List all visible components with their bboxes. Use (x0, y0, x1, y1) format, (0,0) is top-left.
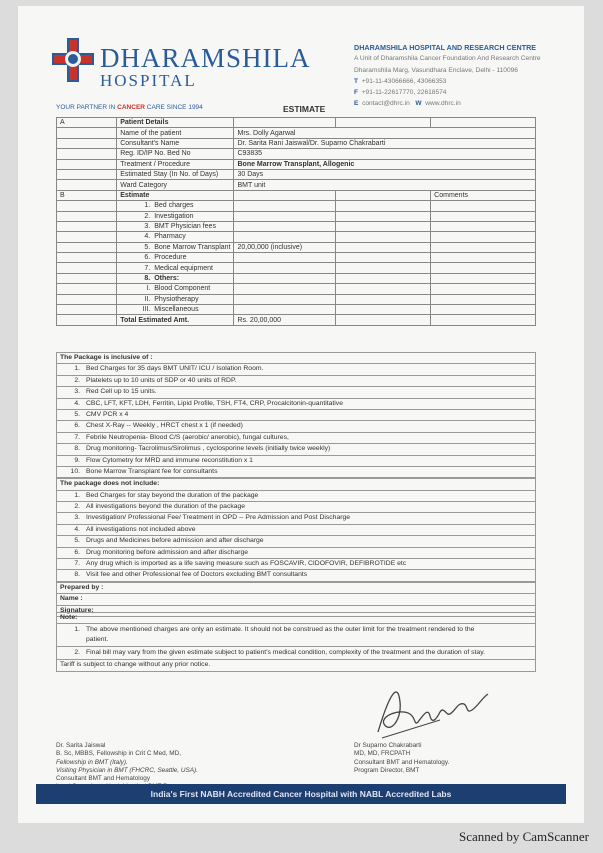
patient-label: Name of the patient (117, 128, 234, 138)
phone-line (354, 76, 541, 87)
phone: +91-11-43066666, 43066353 (361, 77, 447, 85)
doctor-signature-icon (370, 672, 500, 742)
table-row: 1. Bed charges (57, 201, 536, 211)
list-item: 8. Visit fee and other Professional fee of Doctors excluding BMT consultants (56, 570, 536, 581)
patient-value: BMT unit (234, 180, 536, 190)
estimate-table (56, 117, 536, 326)
list-item: 6. Drug monitoring before admission and after discharge (56, 548, 536, 559)
section-title: Estimate (117, 190, 234, 200)
tagline-a: YOUR PARTNER IN (56, 104, 118, 111)
fax-label: F (354, 89, 359, 97)
hospital-logo-icon (52, 38, 94, 82)
doctor-right-name: Dr Suparno Chakrabarti (354, 742, 422, 749)
patient-value: C93835 (234, 149, 536, 159)
list-item: 4. All investigations not included above (56, 525, 536, 536)
list-item: 5. Drugs and Medicines before admission and after discharge (56, 536, 536, 547)
web: www.dhrc.in (425, 100, 461, 108)
patient-label: Ward Category (117, 180, 234, 190)
email-line (354, 98, 541, 109)
table-row (57, 118, 536, 128)
list-item: 3. Investigation/ Professional Fee/ Treatment in OPD -- Pre Admission and Post Discharge (56, 513, 536, 524)
list-item: 2. Platelets up to 10 units of SDP or 40 units of RDP. (56, 376, 536, 387)
list-item: 5. CMV PCR x 4 (56, 410, 536, 421)
table-row: II. Physiotherapy (57, 294, 536, 304)
signature-field: Signature: (56, 606, 536, 617)
brand-name: DHARAMSHILA (100, 43, 311, 73)
notes-block (56, 612, 536, 672)
centre-name: DHARAMSHILA HOSPITAL AND RESEARCH CENTRE (354, 43, 537, 52)
tagline-c: CARE SINCE 1994 (144, 104, 203, 111)
table-row: 8. Others: (57, 273, 536, 283)
doc-title: ESTIMATE (283, 104, 326, 114)
table-row (57, 190, 536, 200)
list-item: 7. Febrile Neutropenia- Blood C/S (aerobic/ anerobic), fungal cultures, (56, 433, 536, 444)
total-label: Total Estimated Amt. (117, 315, 234, 325)
brand-block (100, 44, 311, 90)
note-item: 1. The above mentioned charges are only an estimate. It should not be construed as the outer limit for the treatment rendered to the patient. (56, 624, 536, 647)
exclusions-title: The package does not include: (56, 478, 536, 490)
name-field: Name : (56, 594, 536, 605)
list-item: 8. Drug monitoring- Tacrolimus/Sirolimus , cyclosporine levels (initially twice weekly) (56, 444, 536, 455)
footer-banner: India's First NABH Accredited Cancer Hospital with NABL Accredited Labs (36, 784, 566, 804)
address: Dharamshila Marg, Vasundhara Enclave, Delhi - 110096 (354, 66, 518, 74)
section-letter: B (57, 190, 117, 200)
table-row (57, 169, 536, 179)
scanner-watermark: Scanned by CamScanner (459, 829, 589, 844)
patient-value: 30 Days (234, 169, 536, 179)
table-row: 4. Pharmacy (57, 232, 536, 242)
notes-title: Note: (56, 612, 536, 624)
contact-block (354, 42, 541, 110)
table-row: 7. Medical equipment (57, 263, 536, 273)
table-row (57, 128, 536, 138)
table-row: 6. Procedure (57, 253, 536, 263)
tagline (56, 104, 203, 111)
web-label: W (415, 100, 422, 108)
table-row: 3. BMT Physician fees (57, 221, 536, 231)
list-item: 1. Bed Charges for stay beyond the duration of the package (56, 491, 536, 502)
table-row (57, 159, 536, 169)
note-item: 2. Final bill may vary from the given estimate subject to patient's medical condition, complexity of the treatment and the duration of stay. (56, 647, 536, 660)
patient-value: Dr. Sarita Rani Jaiswal/Dr. Suparno Chakrabarti (234, 138, 536, 148)
doctor-right-block: Dr Suparno Chakrabarti MD, MD, FRCPATH Consultant BMT and Hematology. Program Director, BMT (354, 742, 450, 774)
patient-value: Mrs. Dolly Agarwal (234, 128, 536, 138)
total-value: Rs. 20,00,000 (234, 315, 336, 325)
list-item: 10. Bone Marrow Transplant fee for consultants (56, 467, 536, 478)
amount-cell: 20,00,000 (inclusive) (234, 242, 336, 252)
section-letter: A (57, 118, 117, 128)
brand-sub: HOSPITAL (100, 71, 197, 90)
phone-label: T (354, 77, 359, 85)
list-item: 4. CBC, LFT, KFT, LDH, Ferritin, Lipid Profile, TSH, FT4, CRP, Procalcitonin-quantitative (56, 399, 536, 410)
section-title: Patient Details (117, 118, 234, 128)
table-row (57, 138, 536, 148)
table-row (57, 149, 536, 159)
doctor-left-block: Dr. Sarita Jaiswal B. Sc, MBBS, Fellowship in Crit C Med, MD, Fellowship in BMT (Italy). Visiting Physician in BMT (FHCRC, Seattle, USA). Consultant BMT and Hematology (56, 742, 198, 783)
list-item: 2. All investigations beyond the duration of the package (56, 502, 536, 513)
prepared-by: Prepared by : (56, 582, 536, 594)
patient-value: Bone Marrow Transplant, Allogenic (234, 159, 536, 169)
patient-label: Reg. ID/IP No. Bed No (117, 149, 234, 159)
email: contact@dhrc.in (362, 100, 410, 108)
list-item: 6. Chest X-Ray -- Weekly , HRCT chest x 1 (if needed) (56, 421, 536, 432)
tagline-highlight: CANCER (117, 104, 145, 111)
table-row: III. Miscellaneous (57, 305, 536, 315)
patient-label: Treatment / Procedure (117, 159, 234, 169)
table-row (57, 315, 536, 325)
list-item: 1. Bed Charges for 35 days BMT UNIT/ ICU / Isolation Room. (56, 364, 536, 375)
tariff-note: Tariff is subject to change without any prior notice. (56, 660, 536, 671)
inclusions-title: The Package is inclusive of : (56, 352, 536, 364)
patient-label: Consultant's Name (117, 138, 234, 148)
patient-label: Estimated Stay (In No. of Days) (117, 169, 234, 179)
table-row: 2. Investigation (57, 211, 536, 221)
unit-line: A Unit of Dharamshila Cancer Foundation And Research Centre (354, 55, 541, 63)
table-row: 5. Bone Marrow Transplant 20,00,000 (inclusive) (57, 242, 536, 252)
list-item: 9. Flow Cytometry for MRD and immune reconstitution x 1 (56, 456, 536, 467)
comments-header: Comments (431, 190, 536, 200)
doctor-left-name: Dr. Sarita Jaiswal (56, 742, 106, 749)
fax: +91-11-22617770, 22618574 (361, 89, 447, 97)
fax-line (354, 87, 541, 98)
inclusions-list (56, 352, 536, 617)
list-item: 7. Any drug which is imported as a life saving measure such as FOSCAVIR, CIDOFOVIR, DEFIBROTIDE etc (56, 559, 536, 570)
email-label: E (354, 100, 359, 108)
table-row (57, 180, 536, 190)
list-item: 3. Red Cell up to 15 units. (56, 387, 536, 398)
table-row: I. Blood Component (57, 284, 536, 294)
